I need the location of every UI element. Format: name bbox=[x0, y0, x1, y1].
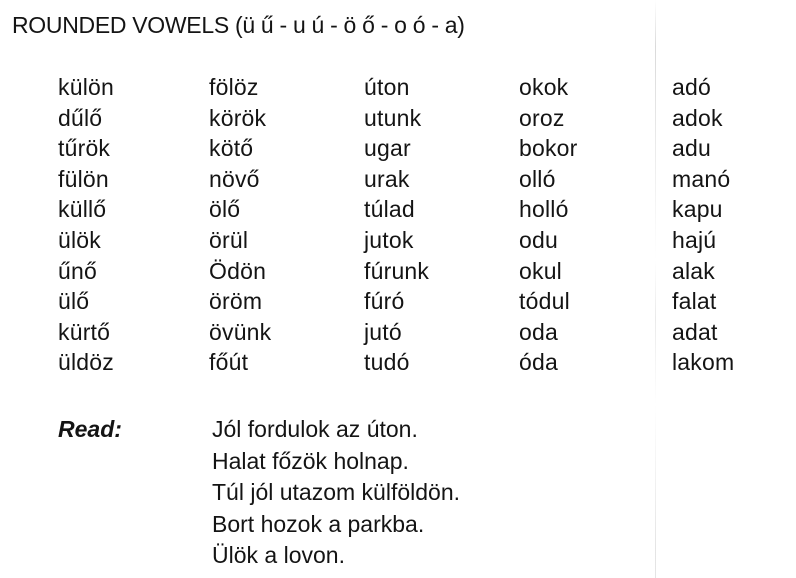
vocab-word: oda bbox=[519, 318, 558, 345]
vocab-word: óda bbox=[519, 349, 558, 376]
vocab-word: lakom bbox=[672, 349, 735, 376]
vocab-word: küllő bbox=[58, 196, 107, 223]
word-column-5 bbox=[672, 72, 734, 378]
vocab-word: odu bbox=[519, 226, 558, 253]
word-column-4 bbox=[519, 72, 578, 378]
vocab-word: kötő bbox=[209, 135, 254, 162]
vocab-word: adat bbox=[672, 318, 718, 345]
vocab-word: oroz bbox=[519, 104, 565, 131]
vocab-word: okul bbox=[519, 257, 562, 284]
vocab-word: dűlő bbox=[58, 104, 103, 131]
vocab-word: öröm bbox=[209, 288, 263, 315]
vocab-word: tűrök bbox=[58, 135, 111, 162]
vocab-word: ugar bbox=[364, 135, 411, 162]
vocab-word: örül bbox=[209, 226, 249, 253]
word-grid bbox=[58, 72, 778, 384]
vocab-word: falat bbox=[672, 288, 717, 315]
vocab-word: tódul bbox=[519, 288, 570, 315]
vocab-word: túlad bbox=[364, 196, 415, 223]
vocab-word: fúró bbox=[364, 288, 405, 315]
word-column-1 bbox=[58, 72, 114, 378]
section-heading: ROUNDED VOWELS (ü ű - u ú - ö ő - o ó - a) bbox=[12, 12, 465, 38]
vocab-word: tudó bbox=[364, 349, 410, 376]
reading-sentence: Halat főzök holnap. bbox=[212, 447, 409, 474]
vocab-word: fülön bbox=[58, 165, 109, 192]
vocab-word: urak bbox=[364, 165, 410, 192]
word-column-3 bbox=[364, 72, 429, 378]
vocab-word: ölő bbox=[209, 196, 241, 223]
vocab-word: üldöz bbox=[58, 349, 114, 376]
vocab-word: olló bbox=[519, 165, 556, 192]
vocab-word: Ödön bbox=[209, 257, 267, 284]
vocab-word: ülő bbox=[58, 288, 90, 315]
vocab-word: adó bbox=[672, 74, 711, 100]
vocab-word: manó bbox=[672, 165, 731, 192]
reading-sentence: Bort hozok a parkba. bbox=[212, 510, 425, 537]
vocab-word: fúrunk bbox=[364, 257, 430, 284]
vocab-word: kapu bbox=[672, 196, 723, 223]
vocab-word: úton bbox=[364, 74, 410, 100]
reading-sentence: Ülök a lovon. bbox=[212, 542, 345, 568]
vocab-word: külön bbox=[58, 74, 114, 100]
reading-sentences bbox=[212, 414, 460, 572]
vocab-word: jutó bbox=[364, 318, 402, 345]
vocab-word: utunk bbox=[364, 104, 422, 131]
reading-sentence: Jól fordulok az úton. bbox=[212, 416, 418, 442]
read-label: Read: bbox=[58, 416, 122, 442]
vocab-word: bokor bbox=[519, 135, 578, 162]
vocab-word: ülök bbox=[58, 226, 101, 253]
reading-sentence: Túl jól utazom külföldön. bbox=[212, 479, 461, 505]
vocab-word: hajú bbox=[672, 226, 717, 253]
vocab-word: holló bbox=[519, 196, 569, 223]
vocab-word: adok bbox=[672, 104, 723, 131]
vocab-word: körök bbox=[209, 104, 267, 131]
vocab-word: kürtő bbox=[58, 318, 111, 345]
vocab-word: növő bbox=[209, 165, 260, 192]
vocab-word: űnő bbox=[58, 257, 97, 284]
word-column-2 bbox=[209, 72, 271, 378]
vocab-word: okok bbox=[519, 74, 569, 100]
vocab-word: alak bbox=[672, 257, 715, 284]
vocab-word: jutok bbox=[364, 226, 414, 253]
vocab-word: fölöz bbox=[209, 74, 259, 100]
vocab-word: főút bbox=[209, 349, 249, 376]
vocab-word: adu bbox=[672, 135, 711, 162]
vocab-word: övünk bbox=[209, 318, 272, 345]
